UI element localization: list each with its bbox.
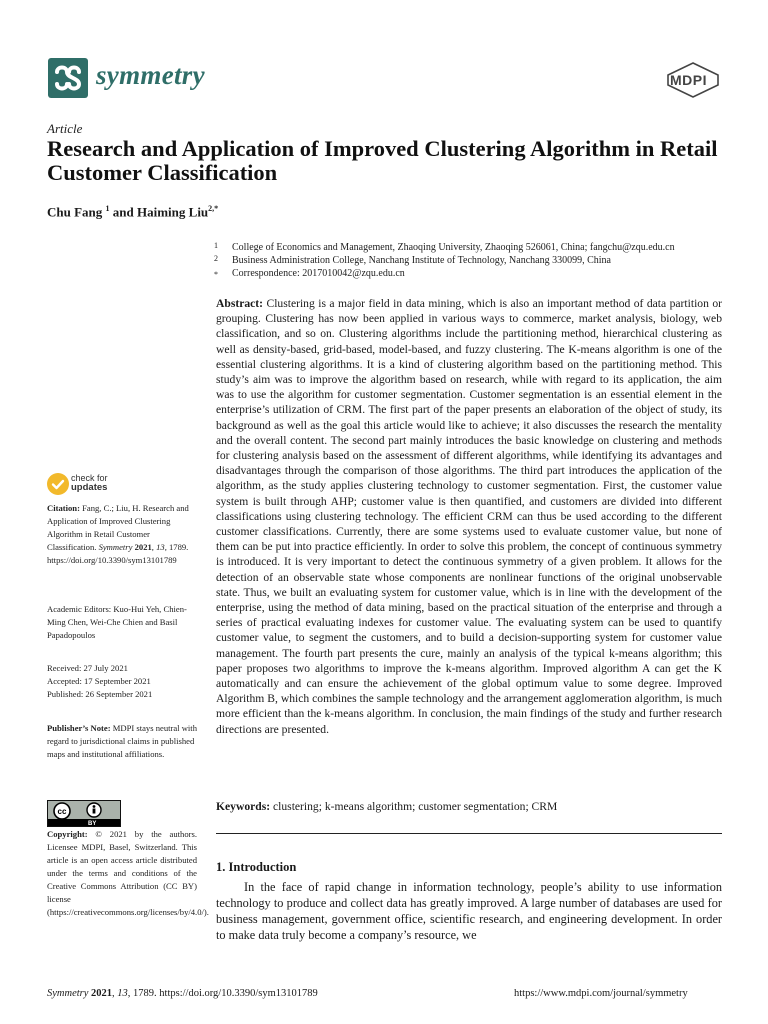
author-affiliation-mark: 2,* [208,204,219,213]
publishers-note-text: MDPI stays neutral with regard to jurisdictional claims in published maps and institutional affiliations. [47,723,197,759]
svg-text:cc: cc [57,807,67,816]
affiliation-mark: 1 [214,241,218,250]
citation-label: Citation: [47,503,80,513]
citation-volume: 13 [156,542,165,552]
cc-by-label: BY [88,821,97,827]
copyright-text: © 2021 by the authors. Licensee MDPI, Basel, Switzerland. This article is an open access article distributed under the terms and conditions of the Creative Commons Attribution (CC BY) license (https://creativecommons.org/licenses/by/4.0/). [47,829,209,917]
copyright-label: Copyright: [47,829,88,839]
affiliation-text: Business Administration College, Nanchang Institute of Technology, Nanchang 330099, China [232,255,611,266]
keywords-text: clustering; k-means algorithm; customer segmentation; CRM [273,800,558,813]
author-name: Chu Fang [47,204,103,220]
author-separator: and [112,204,134,220]
citation-text: Fang, C.; Liu, H. Research and Application of Improved Clustering Algorithm in Retail Customer Classification. [47,503,189,552]
affiliation-text: College of Economics and Management, Zhaoqing University, Zhaoqing 526061, China; fangchu@zqu.edu.cn [232,242,675,253]
received-date: Received: 27 July 2021 [47,663,128,673]
affiliation-mark: * [214,270,218,279]
citation-journal: Symmetry [98,542,133,552]
publishers-note [47,722,197,761]
section-heading: 1. Introduction [216,860,297,874]
check-for-updates-label[interactable]: updates [71,482,108,493]
article-title: Research and Application of Improved Clustering Algorithm in Retail Customer Classification [47,136,718,185]
correspondence-text: Correspondence: 2017010042@zqu.edu.cn [232,268,405,279]
introduction-text: In the face of rapid change in information technology, people’s ability to use information technology to produce and collect data has greatly improved. A large number of databases are used for business management, government office, scientific research, and engineering development. In order to make data truly become a company’s resource, we [216,880,722,942]
affiliation-mark: 2 [214,254,218,263]
abstract [216,296,722,737]
copyright-block [47,828,209,919]
footer-journal: Symmetry [47,988,89,999]
article-type: Article [47,121,83,136]
keywords-label: Keywords: [216,800,271,813]
section-divider [216,833,722,834]
check-for-updates-icon[interactable] [47,473,69,495]
footer-journal-url[interactable]: https://www.mdpi.com/journal/symmetry [514,988,688,999]
footer-year: 2021 [91,988,113,999]
citation-block: Citation: Fang, C.; Liu, H. Research and Application of Improved Clustering Algorithm in Retail Customer Classification. Symmetry 2021, 13, 1789. https://doi.org/10.3390/sym13101789 [47,503,189,565]
journal-name: symmetry [96,60,205,90]
abstract-label: Abstract: [216,297,264,310]
citation-year: 2021 [134,542,152,552]
accepted-date: Accepted: 17 September 2021 [47,676,151,686]
abstract-text: Clustering is a major field in data mining, which is also an important method of data partition or grouping. Clustering has now been applied in various ways to commerce, market analysis, biology, web classification, and so on. Clustering algorithms include the partitioning method, hierarchical clustering as well as density-based, grid-based, model-based, and fuzzy clustering. The K-means algorithm is one of the essential clustering algorithms. It is a kind of clustering algorithm based on the partitioning method. This study’s aim was to improve the algorithm based on research, while with regard to its application, the aim was to use the algorithm for customer segmentation. Customer segmentation is an essential element in the enterprise’s utilization of CRM. The first part of the paper presents an elaboration of the object of study, its background as well as the goal this article would like to achieve; it also discusses the research the mentality and the overall content. The second part mainly introduces the basic knowledge on clustering and methods for clustering analysis based on the assessment of different algorithms, while identifying its advantages and disadvantages through the comparison of those algorithms. The third part introduces the application of the algorithm, as the study applies clustering technology to customer segmentation. First, the customer value system is built through AHP; customer value is then quantified, and customers are divided into different classifications using clustering technology. The efficient CRM can thus be used according to the different customer classifications. Currently, there are some systems used to evaluate customer value, but none of them can be put into practice efficiently. In order to solve this problem, the concept of continuous symmetry is introduced. It is very important to detect the continuous symmetry of a given problem. It allows for the detection of an observable state whose components are nonlinear functions of the original unobservable state. Thus, we built an evaluating system for customer value, which is in line with the development of the enterprise, using the method of data mining, based on the practical situation of the enterprise and through a series of practical evaluating indexes for customer value. The evaluating system can be used to quantify customer value, to segment the customers, and to build a decision-supporting system for customer value management. The fourth part presents the cure, mainly an analysis of the typical k-means algorithm; this paper proposes two algorithms to improve the k-means algorithm. Improved algorithm A can get the K automatically and can ensure the achievement of the global optimum value to some degree. Improved Algorithm B, which combines the sample technology and the arrangement agglomeration algorithm, is much more efficient than the k-means algorithm. In conclusion, the main findings of the study and further research directions are presented. [216,297,722,736]
published-date: Published: 26 September 2021 [47,689,153,699]
cc-by-license-icon[interactable] [47,800,121,827]
symmetry-logo-icon [48,58,88,98]
publisher-name: MDPI [670,72,707,88]
keywords [216,799,722,814]
author-name: Haiming Liu [137,204,209,220]
publishers-note-label: Publisher’s Note: [47,723,111,733]
footer-doi[interactable]: , 1789. https://doi.org/10.3390/sym13101789 [127,988,318,999]
author-list [47,204,218,220]
check-for-updates-label[interactable]: check for [71,473,108,483]
citation-doi[interactable]: , 1789. https://doi.org/10.3390/sym13101789 [47,542,189,565]
mdpi-logo-icon [666,62,720,98]
footer-volume: 13 [117,988,128,999]
footer-citation: Symmetry 2021, 13, 1789. https://doi.org/10.3390/sym13101789 [47,988,318,999]
academic-editors: Academic Editors: Kuo-Hui Yeh, Chien-Ming Chen, Wei-Che Chien and Basil Papadopoulos [47,604,187,640]
author-affiliation-mark: 1 [105,204,110,213]
cc-license-bar [48,819,120,826]
